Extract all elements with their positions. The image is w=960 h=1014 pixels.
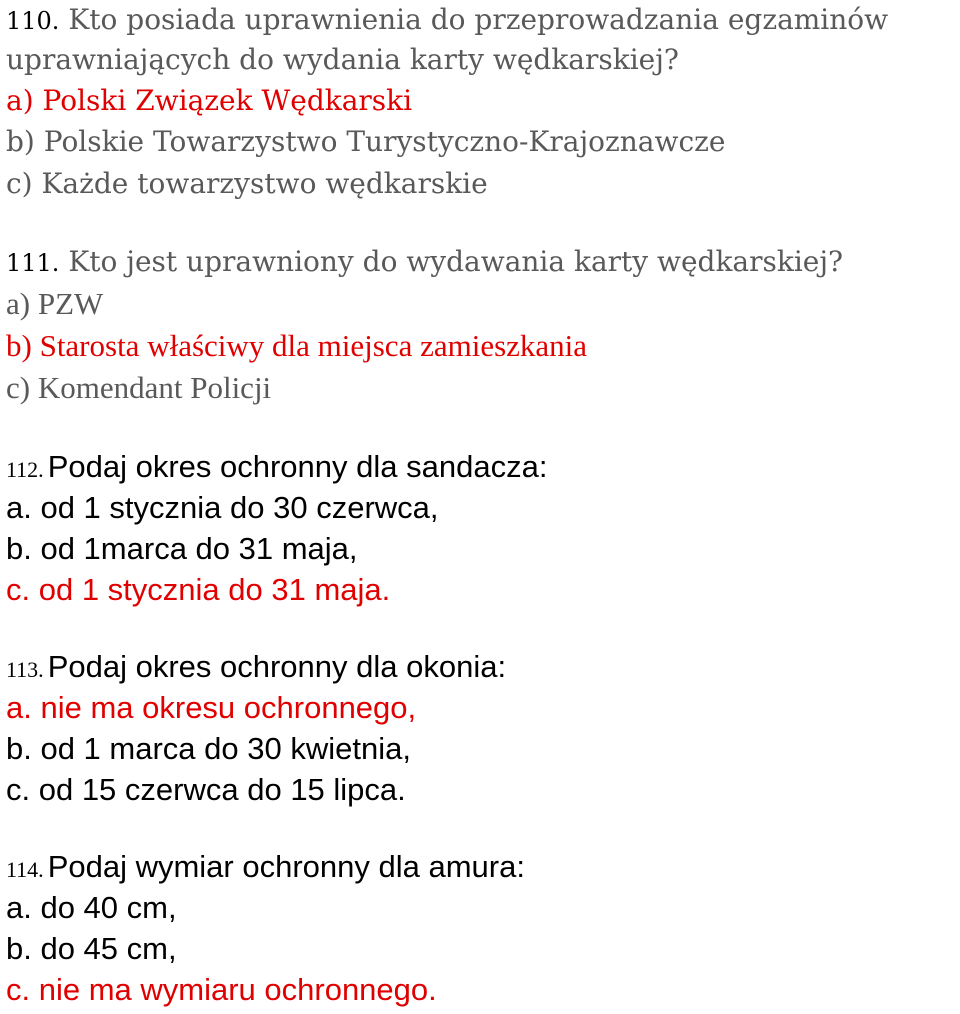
answer-114-a: a. do 40 cm, [6,890,177,925]
question-text: Podaj okres ochronny dla okonia: [47,649,507,684]
question-111 [6,245,844,278]
question-number: 110. [6,7,60,35]
answer-110-c: c) Każde towarzystwo wędkarskie [6,167,488,200]
answer-110-b: b) Polskie Towarzystwo Turystyczno-Krajoznawcze [6,125,726,158]
answer-112-b: b. od 1marca do 31 maja, [6,531,358,566]
answer-113-a: a. nie ma okresu ochronnego, [6,690,417,725]
question-110-text-continued: uprawniających do wydania karty wędkarskiej? [6,43,679,76]
question-number: 111. [6,249,60,277]
question-114 [6,851,525,882]
question-text: Kto posiada uprawnienia do przeprowadzania egzaminów [68,3,889,36]
question-113 [6,651,506,682]
question-text: Kto jest uprawniony do wydawania karty wędkarskiej? [68,245,844,278]
question-112 [6,451,547,482]
question-text: Podaj okres ochronny dla sandacza: [47,449,548,484]
question-110 [6,3,889,36]
answer-113-c: c. od 15 czerwca do 15 lipca. [6,772,406,807]
answer-110-a: a) Polski Związek Wędkarski [6,84,413,117]
answer-114-b: b. do 45 cm, [6,931,177,966]
answer-112-c: c. od 1 stycznia do 31 maja. [6,572,391,607]
answer-111-b: b) Starosta właściwy dla miejsca zamieszkania [6,328,588,363]
question-number: 112. [6,457,44,482]
answer-112-a: a. od 1 stycznia do 30 czerwca, [6,490,439,525]
answer-111-a: a) PZW [6,286,104,321]
question-number: 114. [6,857,44,882]
question-text: Podaj wymiar ochronny dla amura: [47,849,525,884]
answer-111-c: c) Komendant Policji [6,370,272,405]
answer-113-b: b. od 1 marca do 30 kwietnia, [6,731,411,766]
answer-114-c: c. nie ma wymiaru ochronnego. [6,972,437,1007]
question-number: 113. [6,657,44,682]
